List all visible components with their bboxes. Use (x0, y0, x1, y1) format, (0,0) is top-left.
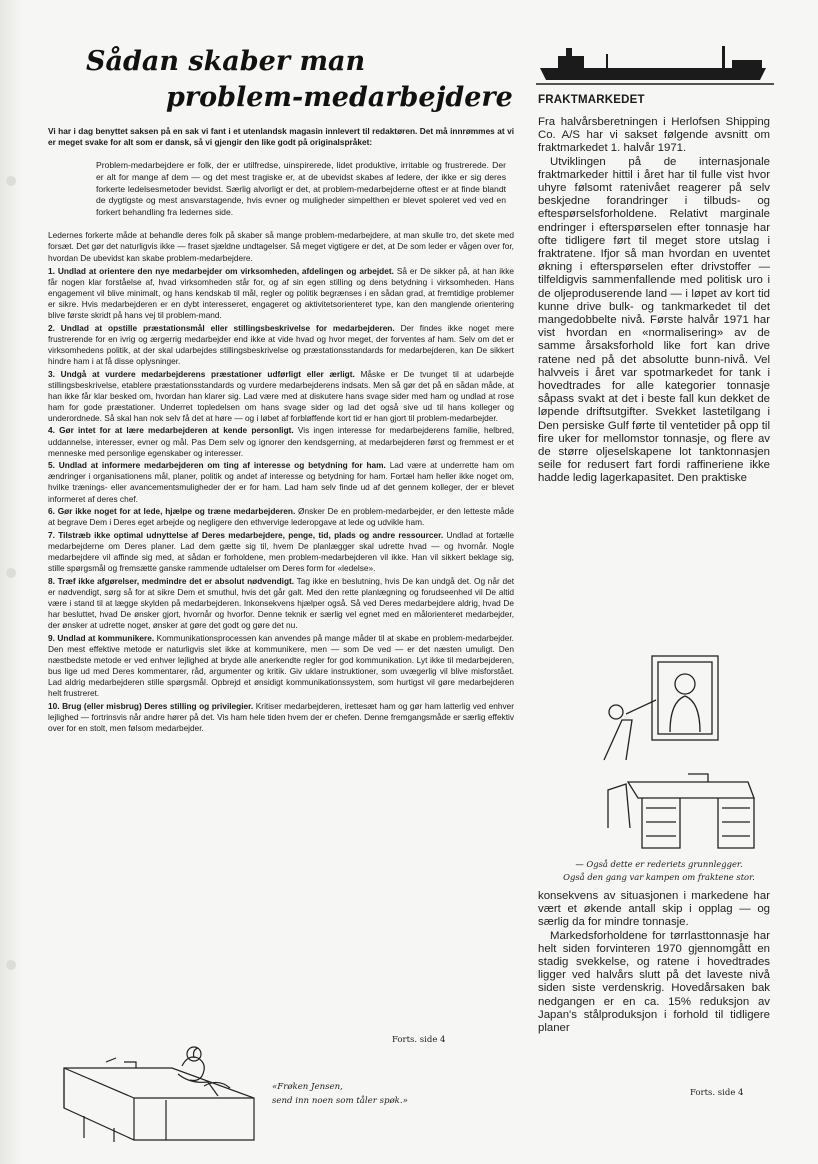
caption-line: send inn noen som tåler spøk.» (272, 1096, 408, 1106)
rule-body: Kritiser medarbejderen, irettesæt ham og gør ham latterlig ved enhver lejlighed — fortrinsvis når andre hører på det. Vis ham hele tiden hvem der er chefen. Denne fremgangsmåde er særlig effektiv over for en stolt, men følsom medarbejder. (48, 700, 514, 733)
rule-heading: Undgå at vurdere medarbejderens præstationer udførligt eller ærligt. (60, 368, 355, 379)
article-quote (96, 160, 506, 218)
office-cartoon-illustration (54, 1028, 262, 1146)
rule-heading: Gør intet for at lære medarbejderen at kende personligt. (59, 425, 294, 436)
continued-note: Forts. side 4 (392, 1035, 446, 1045)
rule-body: Tag ikke en beslutning, hvis De kan undgå det. Og når det er nødvendigt, sørg så for at sikre Dem et smuthul, hvis det går galt. Med den rette planlægning og forudseenhed vil De altid være i stand til at lægge skylden på medarbejderen. Inkonsekvens hjælper også. Så ved Deres medarbejdere aldrig, hvad De har besluttet, hvad De ønsker gjort, hvornår og hvorfor. Denne teknik er særlig vel egnet med en målorienteret medarbejder, der ønsker at udrette noget, ønsker at gøre det godt og gøre det nu. (48, 575, 514, 631)
rule-item (48, 576, 514, 631)
binding-hole (6, 568, 16, 578)
rule-body: Ønsker De en problem-medarbejder, er den letteste måde at begrave Dem i Deres eget arbejde og negligere den ethvervige lederopgave at lede og udvikle ham. (48, 506, 514, 528)
rule-number: 9. (48, 632, 55, 643)
rule-number: 6. (48, 506, 55, 517)
rule-item (48, 425, 514, 458)
continued-note: Forts. side 4 (690, 1088, 744, 1098)
rule-body: Måske er De tvunget til at udarbejde stillingsbeskrivelse, etablere præstationsstandards og vurdere medarbejderens indsats. Men så gør det på en sådan måde, at han ikke får klar besked om, hvordan han klarer sig. Lad være med at diskutere hans svage sider med ham og undlad at rose ham for gode præstationer. Underret topledelsen om hans svage sider og lad det også sive ud til hans kolleger og underordnede. Så skal han nok selv få det at høre — og i løbet af forbløffende kort tid er han gjort til problem-medarbejder. (48, 368, 515, 423)
rule-heading: Gør ikke noget for at lede, hjælpe og træne medarbejderen. (57, 506, 296, 517)
quote-text: Problem-medarbejdere er folk, der er utilfredse, uinspirerede, lidet produktive, irritable og frustrerede. Der er alt for mange af dem — og det mest tragiske er, at de ubevidst skabes af ledere, der ikke er sig deres forkerte ledelsesmetoder bevidst. Særlig alvorligt er det, at problem-medarbejderne oftest er at finde blandt de dygtigste og mest ansvarstagende, hvis evner og muligheder simpelthen er blevet spoleret ved ved en forkert behandling fra ledernes side. (96, 160, 506, 217)
rule-body: Lad være at underrette ham om ændringer i organisationens mål, planer, politik og andet af interesse og betydning for ham. Fortæl ham heller ikke noget om, hvilke trænings- eller avancementsmuligheder der er for ham. Lad ham selv finde ud af det gennem kolleger, der er blevet informeret af deres chef. (48, 460, 515, 504)
rule-heading: Træf ikke afgørelser, medmindre det er absolut nødvendigt. (57, 575, 295, 586)
article-paragraph: Ledernes forkerte måde at behandle deres folk på skaber så mange problem-medarbejdere, at man skulle tro, det skete med forsæt. Det gør det naturligvis ikke — fraset sjældne undtagelser. Så meget vigtigere er det, at De som leder er vågen over for, hvordan De ubevidst kan skabe problem-medarbejdere. (48, 230, 514, 263)
rule-number: 2. (48, 322, 55, 333)
rule-heading: Tilstræb ikke optimal udnyttelse af Deres medarbejdere, penge, tid, plads og andre ressourcer. (58, 529, 444, 540)
rule-body: Kommunikationsprocessen kan anvendes på mange måder til at skabe en problem-medarbejder. Den mest effektive metode er naturligvis slet ikke at kommunikere, men — som De ved — er det næsten umuligt. Den næstbedste metode er ved enhver lejlighed at bryde alle anerkendte regler for god kommunikation. Lyt ikke til medarbejderen, bus lige ud med Deres kommentarer, råd, argumenter og kritik. Giv uklare instruktioner, som uvægerlig vil blive misforstået. Lad aldrig medarbejderen stille spørgsmål. Opbrejd et ønsidigt kommunikationssystem, som hurtigst vil gøre medarbejderen helt frustreret. (48, 632, 514, 699)
sidebar-body (538, 116, 770, 486)
sidebar-paragraph: Utviklingen på de internasjonale fraktmarkeder hittil i året har til fulle vist hvor uhyre følsomt ratenivået reagerer på selv beskjedne forandringer i tilbuds- og eftespørselsforholdene. Relativt marginale endringer i efterspørselen efter tonnasje har ofte tidligere ført til meget store utslag i fraktratene. Ifjor så man hvordan en uventet økning i efterspørselen efter drivstoffer — tilfeldigvis sammenfallende med politisk uro i de oljeproduserende land — i løpet av kort tid kunne drive bulk- og tankmarkedet til det mangedobbelte nivå. Første halvår 1971 har vist hvordan en «normalisering» av de samme årsaksforhold like fort kan drive ratene ned på det absolutte bunn-nivå. Vel halvveis i året var spotmarkedet for tank i hovedtrades for alle kategorier tonnasje såpass svakt at det i beste fall kun dekket de løpende driftsutgifter. Svekket lastetilgang i Den persiske Gulf førte til ventetider på opp til fire uker for mellomstor tonnasje, og flere av de større oljeselskapene lot tanktonnasjen seile for redusert fart fordi raffineriene ikke hadde ledig lagerkapasitet. Den praktiske (538, 155, 770, 485)
shipowner-cartoon-illustration (568, 648, 760, 858)
rule-item (48, 323, 514, 367)
title-line-2: problem-medarbejdere (166, 82, 513, 113)
rule-number: 4. (48, 425, 55, 436)
rule-heading: Undlad at kommunikere. (57, 632, 155, 643)
binding-hole (6, 960, 16, 970)
caption-line: — Også dette er rederiets grunnlegger. (575, 859, 743, 869)
rules-list (48, 266, 514, 734)
rule-number: 1. (48, 265, 55, 276)
sidebar-paragraph: konsekvens av situasjonen i markedene har vært et økende antall skip i opplag — og særlig da for mindre tonnasje. (538, 890, 770, 929)
rule-number: 3. (48, 368, 55, 379)
rule-number: 8. (48, 575, 55, 586)
rule-number: 5. (48, 460, 55, 471)
page-fold-shadow (0, 0, 22, 1164)
rule-item (48, 460, 514, 504)
caption-line: «Frøken Jensen, (272, 1082, 343, 1092)
rule-heading: Undlad at informere medarbejderen om ting af interesse og betydning for ham. (58, 460, 386, 471)
rule-heading: Brug (eller misbrug) Deres stilling og privilegier. (62, 700, 254, 711)
sidebar-paragraph: Markedsforholdene for tørrlasttonnasje har helt siden forvinteren 1970 gjennomgått en stadig svekkelse, og ratene i hovedtrades ligger ved halvårs slutt på det laveste nivå siden siste verdenskrig. Hovedårsaken bak nedgangen er en ca. 15% reduksjon av Japan's stålproduksjon i forhold til tidligere planer (538, 929, 770, 1035)
rule-body: Vis ingen interesse for medarbejderens familie, helbred, uddannelse, interesser, evner og mål. Pas Dem selv og ignorer den kendsgerning, at medarbejderen først og fremmest er et menneske med personlige egenskaber og interesser. (48, 425, 515, 458)
rule-item (48, 369, 514, 424)
rule-item (48, 701, 514, 734)
caption-line: Også den gang var kampen om fraktene stor. (563, 872, 755, 882)
article-intro: Vi har i dag benyttet saksen på en sak vi fant i et utenlandsk magasin innlevert til redaktøren. Det må innrømmes at vi er meget svake for alt som er dansk, så vi gjengir den like godt på originalspråket: (48, 126, 514, 148)
rule-item (48, 530, 514, 574)
rule-number: 10. (48, 700, 60, 711)
article-title (48, 44, 514, 116)
rule-body: Undlad at fortælle medarbejderne om Deres planer. Lad dem gætte sig til, hvem De planlægger skal udrette hvad — og hvornår. Nogle medarbejdere vil affinde sig med, at sådan er forholdene, men problem-medarbejderen vil ikke. Han vil sikkert beklage sig, stille spørgsmål og fremsætte ganske rammende udtalelser om Deres form for «ledelse». (48, 529, 514, 574)
sidebar-paragraph: Fra halvårsberetningen i Herlofsen Shipping Co. A/S har vi sakset følgende avsnitt om fraktmarkedet 1. halvår 1971. (538, 116, 770, 155)
binding-hole (6, 176, 16, 186)
cartoon-caption (272, 1080, 408, 1108)
rule-item (48, 506, 514, 528)
title-line-1: Sådan skaber man (86, 46, 366, 77)
rule-body: Der findes ikke noget mere frustrerende for en ivrig og ærgerrig medarbejder end ikke at vide hvad og hvor meget, der forventes af ham. Selv om det er virksomhedens politik, at der skal udarbejdes stillingsbeskrivelse og præstationsstandards for medarbejderen, kan De sikkert hindre ham i at få disse oplysninger. (48, 322, 514, 366)
rule-item (48, 266, 514, 321)
main-article (48, 44, 514, 734)
rule-body: Så er De sikker på, at han ikke får nogen klar forståelse af, hvad virksomheden står for, og af sin egen stilling og dens betydning i virksomheden. Hans engagement vil blive minimalt, og hans kendskab til mål, regler og politik begrænses i en sådan grad, at fremtidige problemer er sikre. Hvis medarbejderen er en dybt interesseret, engageret og aktivitetsorienteret type, kan den manglende orientering blive første skridt på hans vej til problem-mand. (48, 265, 514, 321)
tanker-ship-icon (536, 40, 774, 88)
cartoon-caption (548, 858, 770, 884)
sidebar-body-continued (538, 890, 770, 1035)
sidebar-heading: FRAKTMARKEDET (538, 94, 645, 106)
rule-item (48, 633, 514, 700)
rule-heading: Undlad at opstille præstationsmål eller stillingsbeskrivelse for medarbejderen. (60, 322, 395, 333)
rule-heading: Undlad at orientere den nye medarbejder om virksomheden, afdelingen og arbejdet. (57, 265, 394, 276)
rule-number: 7. (48, 529, 55, 540)
